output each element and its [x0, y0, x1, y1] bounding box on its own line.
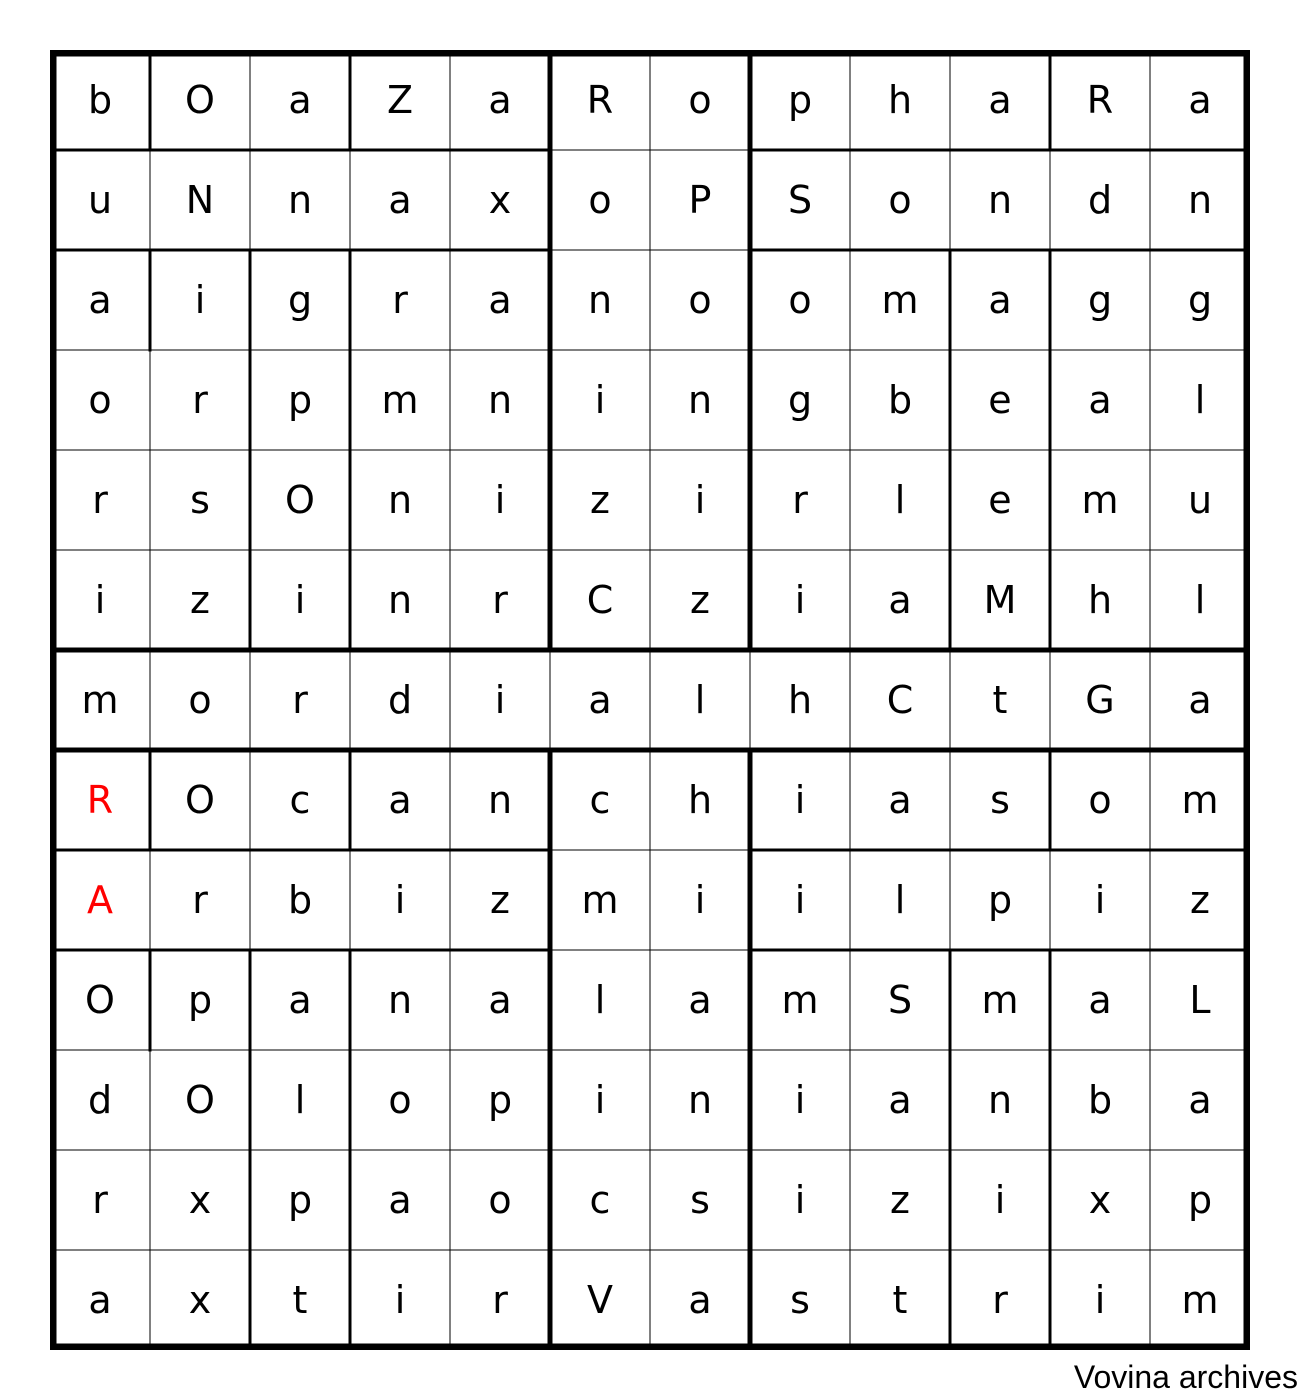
- grid-cell[interactable]: a: [388, 178, 412, 222]
- grid-cell[interactable]: i: [1094, 878, 1106, 922]
- grid-cell[interactable]: t: [292, 1278, 308, 1322]
- grid-cell[interactable]: i: [794, 778, 806, 822]
- grid-cell[interactable]: l: [894, 478, 906, 522]
- grid-cell[interactable]: i: [394, 878, 406, 922]
- grid-cell[interactable]: p: [487, 1078, 513, 1122]
- grid-cell[interactable]: a: [1088, 978, 1112, 1022]
- grid-cell[interactable]: O: [85, 978, 115, 1022]
- grid-cell[interactable]: t: [892, 1278, 908, 1322]
- grid-cell[interactable]: c: [289, 778, 311, 822]
- grid-cell[interactable]: p: [787, 78, 813, 122]
- grid-cell[interactable]: i: [594, 1078, 606, 1122]
- grid-cell[interactable]: a: [888, 778, 912, 822]
- grid-cell[interactable]: i: [594, 378, 606, 422]
- grid-cell[interactable]: N: [185, 178, 215, 222]
- grid-cell[interactable]: u: [1187, 478, 1213, 522]
- grid-cell[interactable]: i: [794, 1078, 806, 1122]
- grid-cell[interactable]: O: [185, 1078, 215, 1122]
- grid-cell[interactable]: l: [894, 878, 906, 922]
- grid-cell[interactable]: r: [292, 678, 308, 722]
- grid-cell[interactable]: a: [488, 278, 512, 322]
- grid-cell[interactable]: x: [188, 1278, 212, 1322]
- grid-cell[interactable]: C: [886, 678, 914, 722]
- grid-cell[interactable]: r: [492, 1278, 508, 1322]
- grid-cell[interactable]: z: [1190, 878, 1210, 922]
- grid-cell[interactable]: i: [394, 1278, 406, 1322]
- grid-cell[interactable]: a: [588, 678, 612, 722]
- grid-cell[interactable]: z: [690, 578, 710, 622]
- grid-cell[interactable]: P: [688, 178, 712, 222]
- grid-cell[interactable]: g: [287, 278, 313, 322]
- grid-cell[interactable]: l: [1194, 578, 1206, 622]
- grid-cell[interactable]: g: [1187, 278, 1213, 322]
- grid-cell[interactable]: r: [192, 378, 208, 422]
- grid-cell[interactable]: i: [294, 578, 306, 622]
- grid-cell[interactable]: l: [694, 678, 706, 722]
- grid-cell[interactable]: n: [687, 1078, 713, 1122]
- grid-cell[interactable]: n: [387, 978, 413, 1022]
- grid-cell[interactable]: h: [787, 678, 813, 722]
- grid-cell[interactable]: a: [988, 278, 1012, 322]
- grid-cell[interactable]: m: [1181, 778, 1219, 822]
- grid-cell[interactable]: b: [1087, 1078, 1113, 1122]
- grid-cell[interactable]: n: [987, 178, 1013, 222]
- grid-cell[interactable]: m: [381, 378, 419, 422]
- grid-cell[interactable]: r: [192, 878, 208, 922]
- grid-cell[interactable]: a: [888, 578, 912, 622]
- grid-cell[interactable]: m: [1181, 1278, 1219, 1322]
- grid-cell[interactable]: e: [988, 378, 1012, 422]
- grid-cell[interactable]: z: [590, 478, 610, 522]
- grid-cell[interactable]: i: [94, 578, 106, 622]
- grid-cell[interactable]: a: [688, 1278, 712, 1322]
- grid-cell[interactable]: n: [1187, 178, 1213, 222]
- grid-cell[interactable]: n: [687, 378, 713, 422]
- grid-cell[interactable]: d: [387, 678, 413, 722]
- grid-cell[interactable]: o: [388, 1078, 412, 1122]
- grid-cell[interactable]: o: [588, 178, 612, 222]
- grid-cell[interactable]: h: [1087, 578, 1113, 622]
- grid-cell[interactable]: i: [794, 1178, 806, 1222]
- grid-cell[interactable]: a: [388, 778, 412, 822]
- grid-cell[interactable]: i: [494, 678, 506, 722]
- grid-cell[interactable]: t: [992, 678, 1008, 722]
- grid-cell[interactable]: o: [88, 378, 112, 422]
- grid-cell[interactable]: o: [688, 78, 712, 122]
- grid-cell[interactable]: i: [694, 478, 706, 522]
- grid-cell[interactable]: i: [1094, 1278, 1106, 1322]
- grid-cell[interactable]: z: [190, 578, 210, 622]
- grid-cell[interactable]: p: [287, 1178, 313, 1222]
- grid-cell[interactable]: a: [88, 278, 112, 322]
- grid-cell[interactable]: n: [487, 378, 513, 422]
- grid-cell[interactable]: a: [988, 78, 1012, 122]
- grid-cell[interactable]: a: [1188, 78, 1212, 122]
- grid-cell[interactable]: s: [790, 1278, 810, 1322]
- grid-cell[interactable]: i: [194, 278, 206, 322]
- grid-cell[interactable]: n: [987, 1078, 1013, 1122]
- grid-cell[interactable]: O: [185, 78, 215, 122]
- grid-cell[interactable]: a: [388, 1178, 412, 1222]
- grid-cell[interactable]: G: [1085, 678, 1115, 722]
- grid-cell[interactable]: c: [589, 1178, 611, 1222]
- grid-cell[interactable]: z: [890, 1178, 910, 1222]
- grid-cell[interactable]: x: [488, 178, 512, 222]
- grid-cell[interactable]: m: [781, 978, 819, 1022]
- grid-cell[interactable]: l: [594, 978, 606, 1022]
- grid-cell[interactable]: o: [688, 278, 712, 322]
- grid-cell[interactable]: x: [1088, 1178, 1112, 1222]
- grid-cell[interactable]: b: [887, 378, 913, 422]
- grid-cell[interactable]: a: [1088, 378, 1112, 422]
- grid-cell[interactable]: R: [1086, 78, 1114, 122]
- grid-cell[interactable]: l: [1194, 378, 1206, 422]
- grid-cell[interactable]: O: [185, 778, 215, 822]
- grid-cell[interactable]: d: [1087, 178, 1113, 222]
- grid-cell[interactable]: s: [990, 778, 1010, 822]
- grid-cell[interactable]: r: [92, 1178, 108, 1222]
- grid-cell[interactable]: i: [494, 478, 506, 522]
- grid-cell[interactable]: s: [690, 1178, 710, 1222]
- grid-cell[interactable]: l: [294, 1078, 306, 1122]
- grid-cell[interactable]: n: [587, 278, 613, 322]
- grid-cell[interactable]: d: [87, 1078, 113, 1122]
- grid-cell[interactable]: a: [1188, 678, 1212, 722]
- grid-cell[interactable]: S: [787, 178, 813, 222]
- grid-cell[interactable]: i: [794, 578, 806, 622]
- grid-cell[interactable]: n: [387, 478, 413, 522]
- grid-cell[interactable]: n: [387, 578, 413, 622]
- grid-cell[interactable]: h: [687, 778, 713, 822]
- grid-cell[interactable]: C: [586, 578, 614, 622]
- grid-cell[interactable]: i: [994, 1178, 1006, 1222]
- grid-cell[interactable]: m: [881, 278, 919, 322]
- grid-cell[interactable]: m: [581, 878, 619, 922]
- grid-cell[interactable]: r: [392, 278, 408, 322]
- grid-cell[interactable]: e: [988, 478, 1012, 522]
- grid-cell[interactable]: i: [794, 878, 806, 922]
- grid-cell[interactable]: c: [589, 778, 611, 822]
- grid-cell[interactable]: p: [187, 978, 213, 1022]
- grid-cell[interactable]: o: [488, 1178, 512, 1222]
- grid-cell[interactable]: u: [87, 178, 113, 222]
- grid-cell[interactable]: a: [888, 1078, 912, 1122]
- word-grid-board: [50, 50, 1250, 1350]
- grid-cell[interactable]: n: [487, 778, 513, 822]
- grid-cell[interactable]: x: [188, 1178, 212, 1222]
- grid-cell[interactable]: h: [887, 78, 913, 122]
- grid-cell[interactable]: g: [787, 378, 813, 422]
- grid-cell[interactable]: p: [987, 878, 1013, 922]
- grid-cell[interactable]: A: [87, 878, 113, 922]
- grid-cell[interactable]: m: [981, 978, 1019, 1022]
- grid-cell[interactable]: O: [285, 478, 315, 522]
- grid-cell[interactable]: R: [586, 78, 614, 122]
- grid-cell[interactable]: a: [88, 1278, 112, 1322]
- grid-cell[interactable]: r: [992, 1278, 1008, 1322]
- grid-cell[interactable]: m: [1081, 478, 1119, 522]
- grid-cell[interactable]: L: [1189, 978, 1211, 1022]
- credit-text: Vovina archives: [1073, 1359, 1298, 1395]
- grid-cell[interactable]: r: [492, 578, 508, 622]
- grid-cell[interactable]: i: [694, 878, 706, 922]
- grid-cell[interactable]: z: [490, 878, 510, 922]
- grid-cell[interactable]: o: [188, 678, 212, 722]
- grid-cell[interactable]: a: [1188, 1078, 1212, 1122]
- grid-cell[interactable]: b: [287, 878, 313, 922]
- grid-cell[interactable]: n: [287, 178, 313, 222]
- grid-cell[interactable]: S: [887, 978, 913, 1022]
- grid-cell[interactable]: V: [587, 1278, 613, 1322]
- grid-cell[interactable]: a: [288, 978, 312, 1022]
- grid-cell[interactable]: b: [87, 78, 113, 122]
- grid-cell[interactable]: a: [288, 78, 312, 122]
- grid-cell[interactable]: R: [86, 778, 114, 822]
- grid-cell[interactable]: g: [1087, 278, 1113, 322]
- grid-cell[interactable]: r: [792, 478, 808, 522]
- grid-cell[interactable]: p: [287, 378, 313, 422]
- grid-cell[interactable]: s: [190, 478, 210, 522]
- grid-cell[interactable]: o: [888, 178, 912, 222]
- grid-cell[interactable]: p: [1187, 1178, 1213, 1222]
- grid-cell[interactable]: M: [983, 578, 1017, 622]
- grid-cell[interactable]: Z: [386, 78, 414, 122]
- grid-cell[interactable]: o: [788, 278, 812, 322]
- grid-cell[interactable]: m: [81, 678, 119, 722]
- grid-cell[interactable]: a: [688, 978, 712, 1022]
- grid-cell[interactable]: a: [488, 78, 512, 122]
- grid-cell[interactable]: r: [92, 478, 108, 522]
- grid-cell[interactable]: a: [488, 978, 512, 1022]
- grid-cell[interactable]: o: [1088, 778, 1112, 822]
